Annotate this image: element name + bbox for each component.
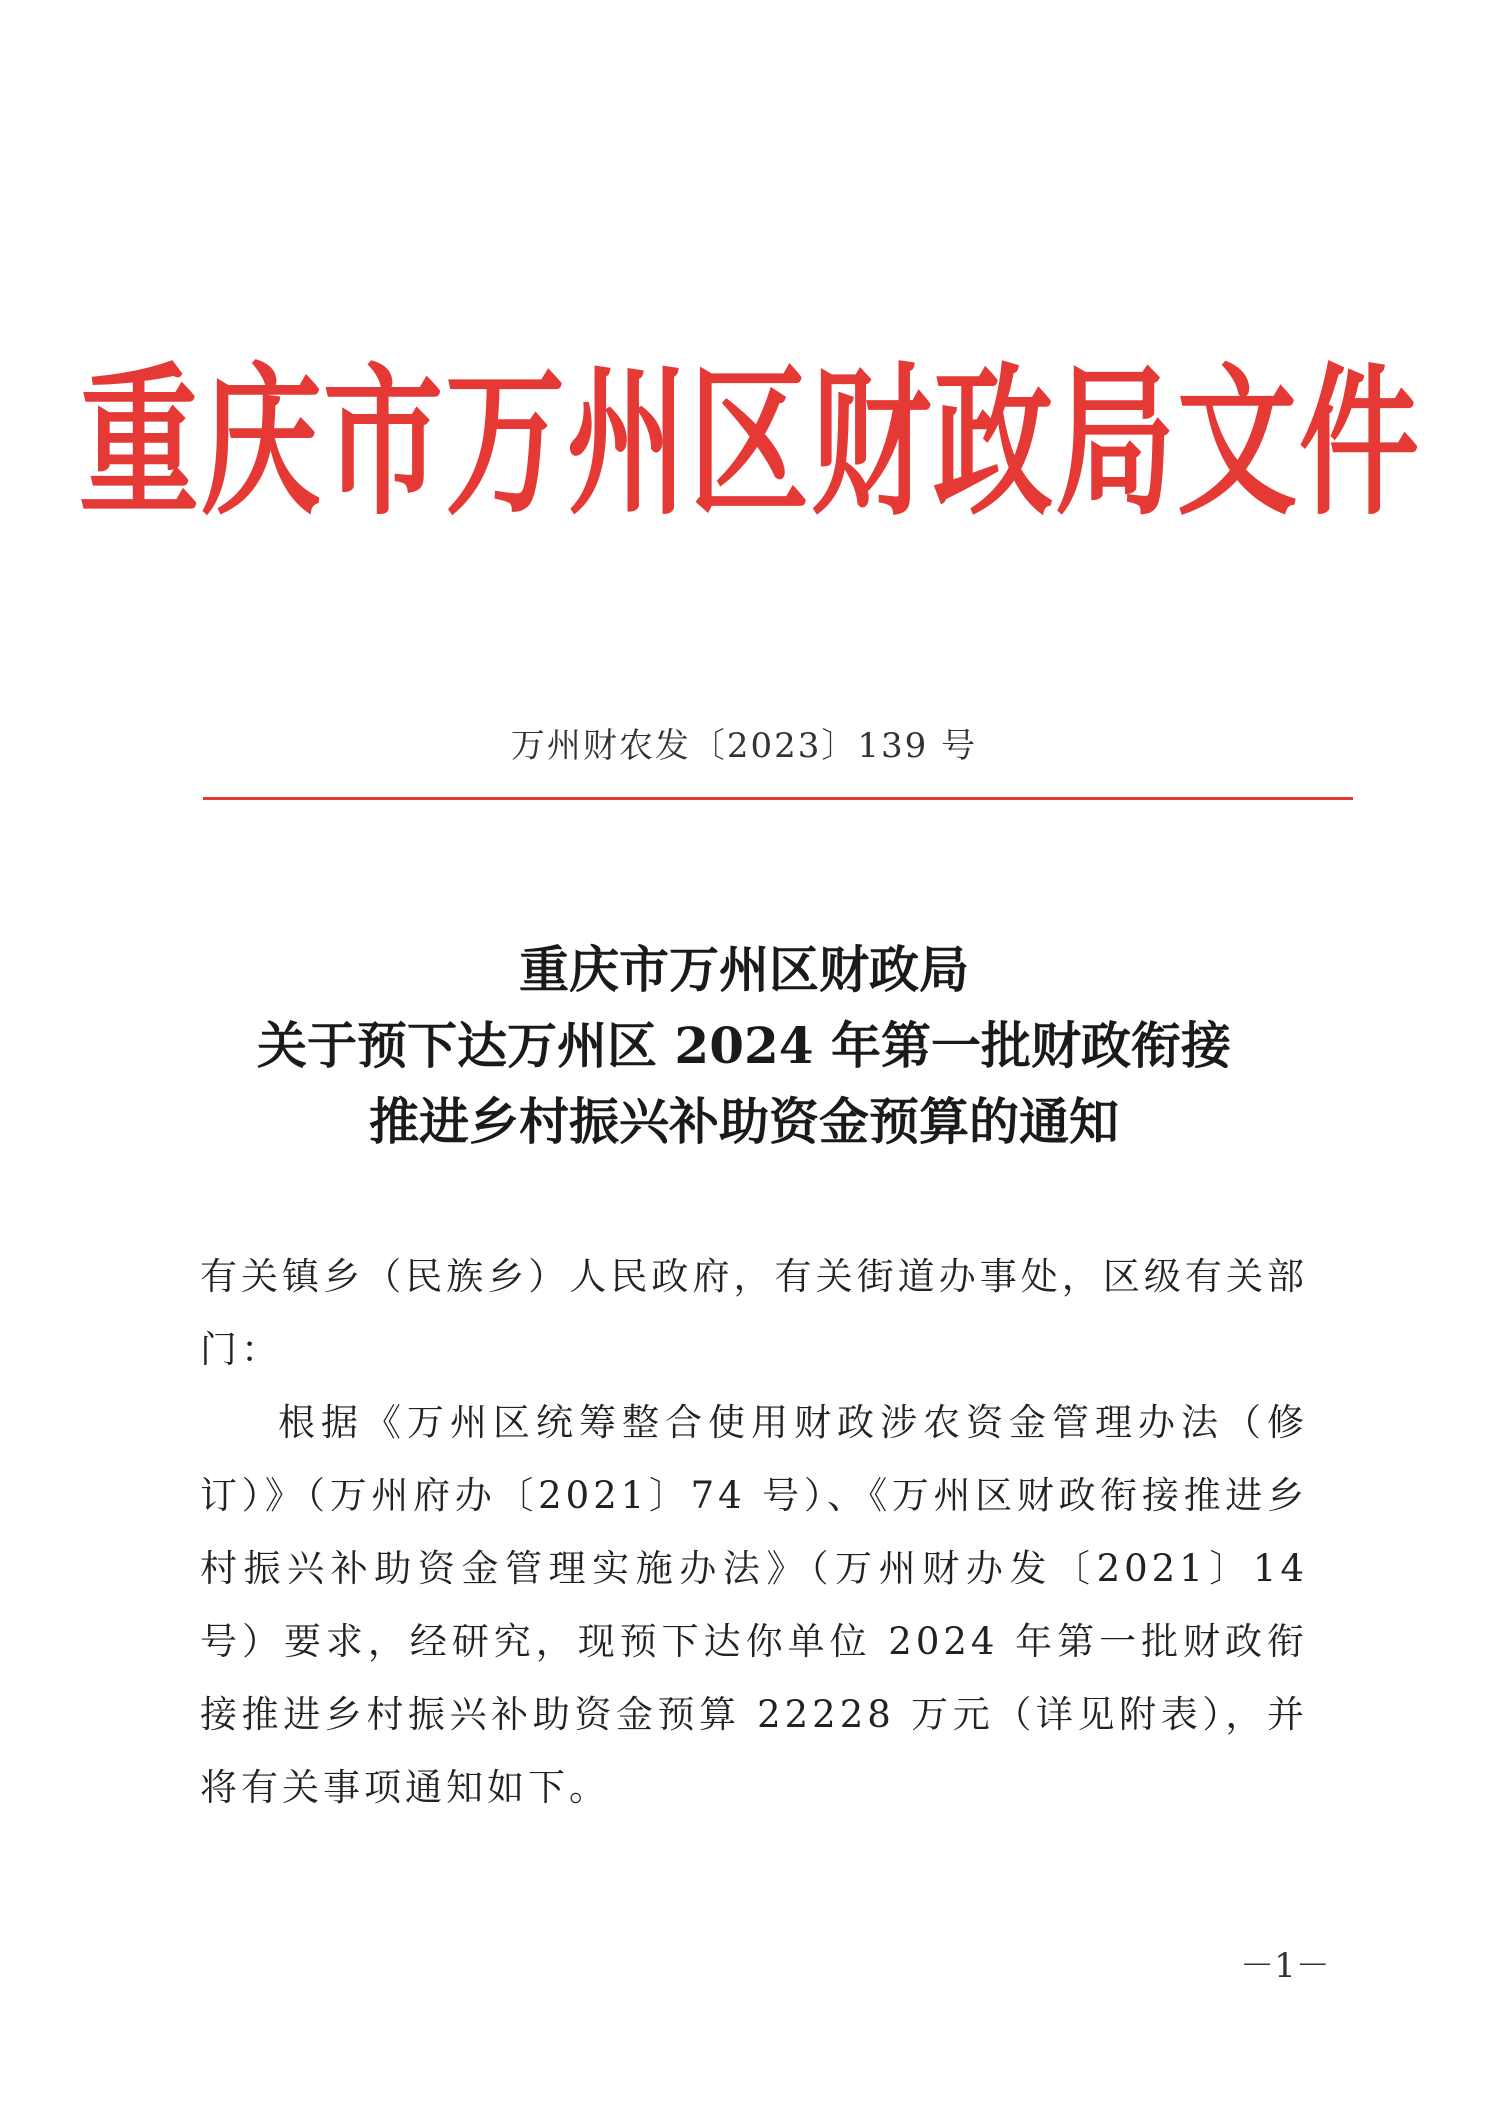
notice-title — [0, 932, 1488, 1160]
red-divider-line — [203, 797, 1353, 800]
notice-title-line-2: 关于预下达万州区 2024 年第一批财政衔接 — [257, 1016, 1231, 1075]
page-number: －1－ — [1240, 1946, 1330, 1986]
addressee-line: 有关镇乡（民族乡）人民政府，有关街道办事处，区级有关部门： — [200, 1255, 1308, 1371]
document-number: 万州财农发〔2023〕139 号 — [510, 726, 978, 766]
notice-title-line-1: 重庆市万州区财政局 — [519, 940, 969, 999]
notice-title-line-3: 推进乡村振兴补助资金预算的通知 — [369, 1092, 1119, 1151]
issuer-header-title: 重庆市万州区财政局文件 — [79, 350, 1421, 538]
notice-body — [200, 1240, 1308, 1824]
body-paragraph: 根据《万州区统筹整合使用财政涉农资金管理办法（修订）》（万州府办〔2021〕74 号）、《万州区财政衔接推进乡村振兴补助资金管理实施办法》（万州财办发〔2021〕14 号）要求，经研究，现预下达你单位 2024 年第一批财政衔接推进乡村振兴补助资金预算 22228 万元（详见附表），并将有关事项通知如下。 — [200, 1401, 1308, 1809]
